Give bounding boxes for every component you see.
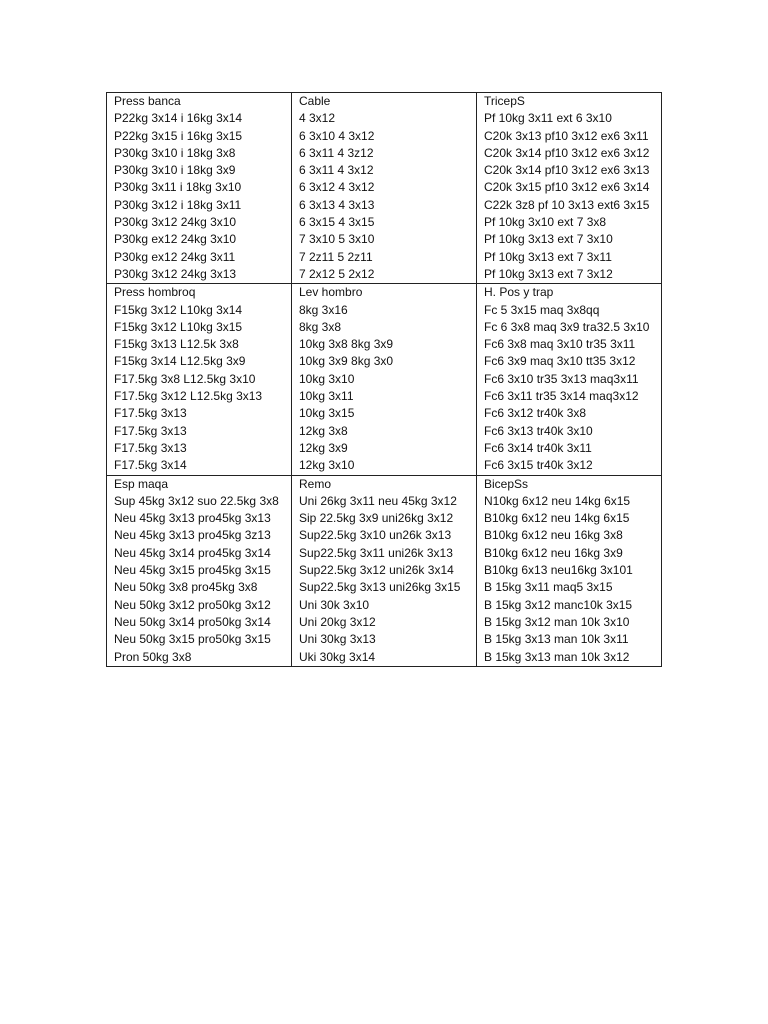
exercise-cell bbox=[292, 284, 477, 475]
exercise-title: Press banca bbox=[114, 94, 181, 108]
set-entry: 10kg 3x10 bbox=[299, 371, 355, 386]
set-entry: 10kg 3x8 8kg 3x9 bbox=[299, 337, 394, 352]
set-entry: Sup22.5kg 3x11 uni26k 3x13 bbox=[299, 545, 453, 560]
exercise-title: Lev hombro bbox=[299, 285, 363, 300]
set-entry: 7 3x10 5 3x10 bbox=[299, 232, 375, 247]
set-entry: P30kg ex12 24kg 3x10 bbox=[114, 232, 237, 247]
set-entry: 6 3x15 4 3x15 bbox=[299, 215, 375, 230]
set-entry: F17.5kg 3x14 bbox=[114, 458, 187, 473]
set-entry: P30kg 3x10 i 18kg 3x8 bbox=[114, 145, 236, 160]
exercise-title: Esp maqa bbox=[114, 476, 169, 491]
set-entry: Neu 45kg 3x15 pro45kg 3x15 bbox=[114, 563, 271, 578]
set-entry: B 15kg 3x12 man 10k 3x10 bbox=[484, 614, 630, 629]
set-entry: F17.5kg 3x12 L12.5kg 3x13 bbox=[114, 389, 263, 404]
set-entry: F15kg 3x12 L10kg 3x15 bbox=[114, 319, 243, 334]
set-entry: Pf 10kg 3x10 ext 7 3x8 bbox=[484, 215, 607, 230]
set-entry: B10kg 6x12 neu 14kg 6x15 bbox=[484, 511, 630, 526]
set-entry: Fc6 3x11 tr35 3x14 maq3x12 bbox=[484, 389, 639, 404]
set-entry: Neu 50kg 3x12 pro50kg 3x12 bbox=[114, 597, 271, 612]
set-entry: Fc6 3x8 maq 3x10 tr35 3x11 bbox=[484, 337, 636, 352]
exercise-cell bbox=[292, 475, 477, 666]
set-entry: Fc 5 3x15 maq 3x8qq bbox=[484, 302, 600, 317]
exercise-title: Cable bbox=[299, 94, 331, 108]
set-entry: P30kg 3x12 24kg 3x13 bbox=[114, 266, 237, 281]
exercise-cell bbox=[107, 284, 292, 475]
set-entry: Uni 26kg 3x11 neu 45kg 3x12 bbox=[299, 493, 457, 508]
set-entry: C20k 3x13 pf10 3x12 ex6 3x11 bbox=[484, 128, 649, 143]
set-entry: Pf 10kg 3x13 ext 7 3x12 bbox=[484, 266, 613, 281]
table-row bbox=[107, 284, 662, 475]
set-entry: Fc6 3x10 tr35 3x13 maq3x11 bbox=[484, 371, 639, 386]
set-entry: C22k 3z8 pf 10 3x13 ext6 3x15 bbox=[484, 197, 650, 212]
set-entry: Uni 30k 3x10 bbox=[299, 597, 370, 612]
exercise-title: BicepSs bbox=[484, 476, 529, 491]
exercise-cell bbox=[477, 475, 662, 666]
set-entry: P30kg 3x12 i 18kg 3x11 bbox=[114, 197, 242, 212]
set-entry: Pf 10kg 3x13 ext 7 3x11 bbox=[484, 249, 612, 264]
set-entry: 6 3x12 4 3x12 bbox=[299, 180, 375, 195]
set-entry: P30kg 3x12 24kg 3x10 bbox=[114, 215, 237, 230]
set-entry: 6 3x13 4 3x13 bbox=[299, 197, 375, 212]
exercise-cell bbox=[107, 475, 292, 666]
set-entry: 6 3x10 4 3x12 bbox=[299, 128, 375, 143]
exercise-cell bbox=[477, 284, 662, 475]
exercise-title: H. Pos y trap bbox=[484, 285, 554, 300]
set-entry: Neu 50kg 3x14 pro50kg 3x14 bbox=[114, 614, 271, 629]
workout-log-body bbox=[107, 93, 662, 667]
set-entry: Pron 50kg 3x8 bbox=[114, 649, 192, 664]
exercise-cell bbox=[292, 93, 477, 284]
set-entry: Uki 30kg 3x14 bbox=[299, 649, 376, 664]
set-entry: Sup22.5kg 3x13 uni26kg 3x15 bbox=[299, 580, 461, 595]
set-entry: Neu 45kg 3x13 pro45kg 3z13 bbox=[114, 528, 271, 543]
set-entry: 10kg 3x9 8kg 3x0 bbox=[299, 354, 394, 369]
exercise-title: TricepS bbox=[484, 94, 525, 108]
set-entry: C20k 3x15 pf10 3x12 ex6 3x14 bbox=[484, 180, 650, 195]
set-entry: Fc6 3x14 tr40k 3x11 bbox=[484, 440, 592, 455]
set-entry: N10kg 6x12 neu 14kg 6x15 bbox=[484, 493, 631, 508]
set-entry: Sip 22.5kg 3x9 uni26kg 3x12 bbox=[299, 511, 454, 526]
set-entry: B 15kg 3x12 manc10k 3x15 bbox=[484, 597, 633, 612]
set-entry: F17.5kg 3x13 bbox=[114, 423, 187, 438]
exercise-cell bbox=[477, 93, 662, 284]
set-entry: Neu 45kg 3x13 pro45kg 3x13 bbox=[114, 511, 271, 526]
set-entry: Fc6 3x15 tr40k 3x12 bbox=[484, 458, 593, 473]
set-entry: Neu 50kg 3x8 pro45kg 3x8 bbox=[114, 580, 258, 595]
set-entry: 8kg 3x16 bbox=[299, 302, 348, 317]
set-entry: C20k 3x14 pf10 3x12 ex6 3x13 bbox=[484, 163, 650, 178]
set-entry: P22kg 3x14 i 16kg 3x14 bbox=[114, 111, 243, 126]
set-entry: Fc6 3x12 tr40k 3x8 bbox=[484, 406, 587, 421]
set-entry: P30kg ex12 24kg 3x11 bbox=[114, 249, 236, 264]
set-entry: P30kg 3x10 i 18kg 3x9 bbox=[114, 163, 236, 178]
set-entry: B10kg 6x13 neu16kg 3x101 bbox=[484, 563, 633, 578]
set-entry: P22kg 3x15 i 16kg 3x15 bbox=[114, 128, 243, 143]
set-entry: 10kg 3x11 bbox=[299, 389, 354, 404]
table-row bbox=[107, 93, 662, 284]
set-entry: 6 3x11 4 3z12 bbox=[299, 145, 374, 160]
set-entry: F17.5kg 3x8 L12.5kg 3x10 bbox=[114, 371, 256, 386]
set-entry: Neu 45kg 3x14 pro45kg 3x14 bbox=[114, 545, 271, 560]
set-entry: Pf 10kg 3x13 ext 7 3x10 bbox=[484, 232, 613, 247]
set-entry: Pf 10kg 3x11 ext 6 3x10 bbox=[484, 111, 612, 126]
table-row bbox=[107, 475, 662, 666]
set-entry: F15kg 3x14 L12.5kg 3x9 bbox=[114, 354, 246, 369]
set-entry: 12kg 3x8 bbox=[299, 423, 348, 438]
set-entry: F15kg 3x13 L12.5k 3x8 bbox=[114, 337, 239, 352]
set-entry: 12kg 3x9 bbox=[299, 440, 348, 455]
set-entry: B10kg 6x12 neu 16kg 3x8 bbox=[484, 528, 623, 543]
set-entry: C20k 3x14 pf10 3x12 ex6 3x12 bbox=[484, 145, 650, 160]
set-entry: B 15kg 3x13 man 10k 3x11 bbox=[484, 632, 629, 647]
set-entry: 7 2z11 5 2z11 bbox=[299, 249, 373, 264]
set-entry: Neu 50kg 3x15 pro50kg 3x15 bbox=[114, 632, 271, 647]
set-entry: B10kg 6x12 neu 16kg 3x9 bbox=[484, 545, 623, 560]
exercise-title: Remo bbox=[299, 476, 332, 491]
set-entry: Uni 30kg 3x13 bbox=[299, 632, 376, 647]
set-entry: 7 2x12 5 2x12 bbox=[299, 266, 375, 281]
exercise-cell bbox=[107, 93, 292, 284]
set-entry: Uni 20kg 3x12 bbox=[299, 614, 376, 629]
set-entry: Fc 6 3x8 maq 3x9 tra32.5 3x10 bbox=[484, 319, 650, 334]
set-entry: Sup22.5kg 3x10 un26k 3x13 bbox=[299, 528, 452, 543]
set-entry: P30kg 3x11 i 18kg 3x10 bbox=[114, 180, 242, 195]
set-entry: F17.5kg 3x13 bbox=[114, 406, 187, 421]
set-entry: 4 3x12 bbox=[299, 111, 336, 126]
set-entry: B 15kg 3x13 man 10k 3x12 bbox=[484, 649, 630, 664]
set-entry: 12kg 3x10 bbox=[299, 458, 355, 473]
workout-log-table bbox=[106, 92, 662, 667]
set-entry: 10kg 3x15 bbox=[299, 406, 355, 421]
set-entry: Sup22.5kg 3x12 uni26k 3x14 bbox=[299, 563, 454, 578]
set-entry: Sup 45kg 3x12 suo 22.5kg 3x8 bbox=[114, 493, 279, 508]
set-entry: B 15kg 3x11 maq5 3x15 bbox=[484, 580, 613, 595]
set-entry: Fc6 3x13 tr40k 3x10 bbox=[484, 423, 593, 438]
set-entry: 6 3x11 4 3x12 bbox=[299, 163, 374, 178]
exercise-title: Press hombroq bbox=[114, 285, 196, 300]
set-entry: F17.5kg 3x13 bbox=[114, 440, 187, 455]
set-entry: F15kg 3x12 L10kg 3x14 bbox=[114, 302, 243, 317]
set-entry: 8kg 3x8 bbox=[299, 319, 342, 334]
set-entry: Fc6 3x9 maq 3x10 tt35 3x12 bbox=[484, 354, 636, 369]
